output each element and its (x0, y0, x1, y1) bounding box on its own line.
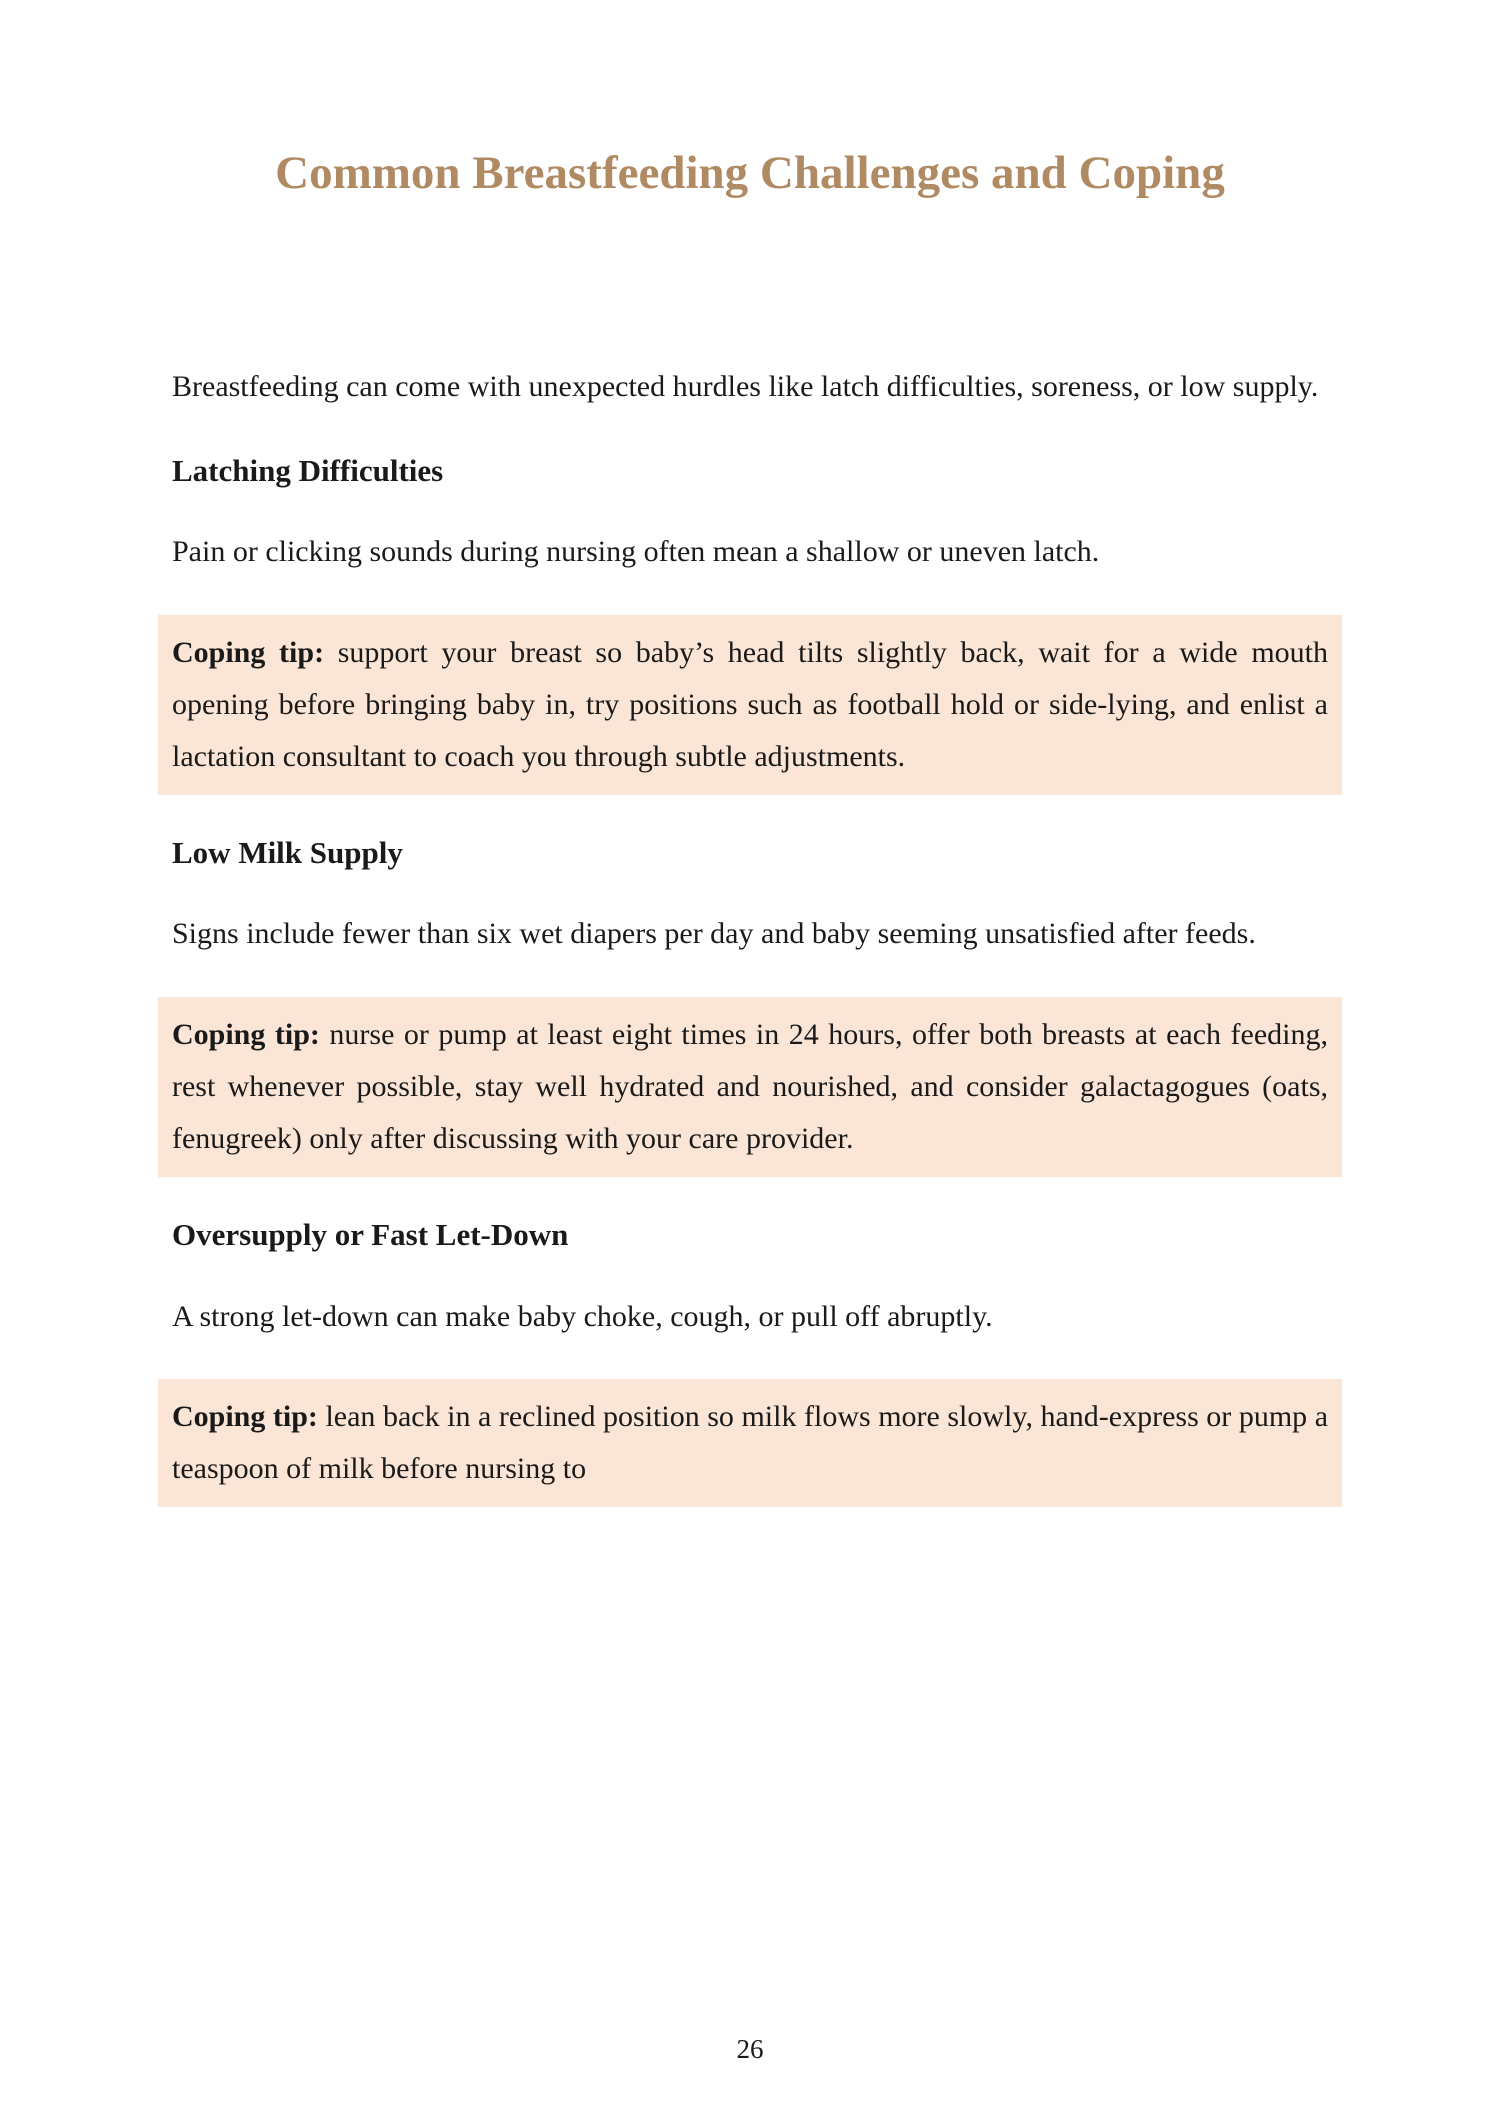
section-oversupply-fast-letdown (172, 1213, 1328, 1507)
page-number: 26 (736, 2034, 764, 2064)
coping-tip-label: Coping tip: (172, 1399, 318, 1433)
section-body-paragraph: Signs include fewer than six wet diapers per day and baby seeming unsatisfied after feeds. (172, 917, 1256, 951)
coping-tip-box (158, 997, 1342, 1178)
coping-tip-box (158, 1379, 1342, 1507)
page-title: Common Breastfeeding Challenges and Coping (275, 147, 1225, 199)
section-low-milk-supply (172, 831, 1328, 1177)
section-heading-latching-difficulties: Latching Difficulties (172, 452, 444, 488)
coping-tip-text: nurse or pump at least eight times in 24 hours, offer both breasts at each feeding, rest whenever possible, stay well hydrated and nourished, and consider galactagogues (oats, fenugreek) only after discussing with your care provider. (172, 1017, 1328, 1156)
coping-tip-text: support your breast so baby’s head tilts slightly back, wait for a wide mouth opening before bringing baby in, try positions such as football hold or side-lying, and enlist a lactation consultant to coach you through subtle adjustments. (172, 635, 1329, 773)
section-body-paragraph: A strong let-down can make baby choke, cough, or pull off abruptly. (172, 1299, 993, 1333)
coping-tip-label: Coping tip: (172, 635, 325, 669)
section-latching-difficulties (172, 449, 1328, 795)
section-heading-low-milk-supply: Low Milk Supply (172, 835, 403, 871)
intro-paragraph: Breastfeeding can come with unexpected hurdles like latch difficulties, soreness, or low supply. (172, 369, 1319, 403)
section-body-paragraph: Pain or clicking sounds during nursing often mean a shallow or uneven latch. (172, 535, 1100, 569)
coping-tip-box (158, 615, 1342, 796)
coping-tip-label: Coping tip: (172, 1017, 320, 1051)
coping-tip-text: lean back in a reclined position so milk flows more slowly, hand-express or pump a teaspoon of milk before nursing to (172, 1399, 1329, 1485)
section-heading-oversupply-fast-letdown: Oversupply or Fast Let-Down (172, 1217, 569, 1253)
